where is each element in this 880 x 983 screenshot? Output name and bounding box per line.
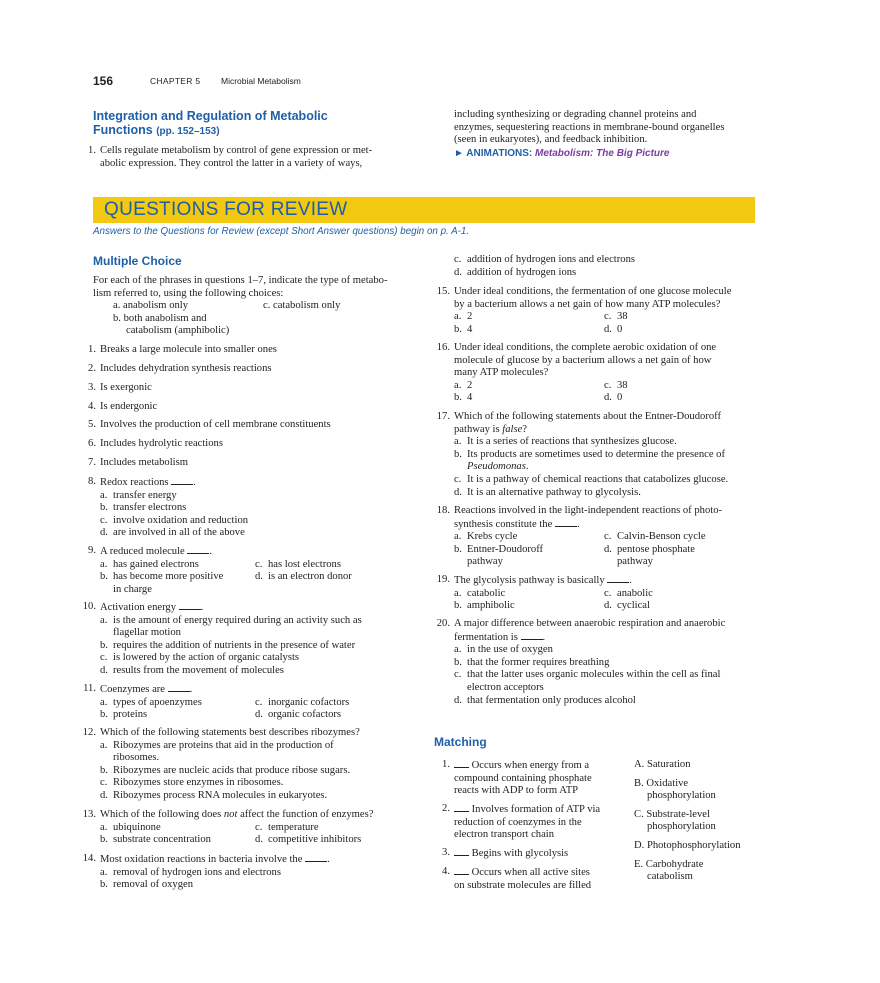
question-3: 3. Is exergonic xyxy=(88,382,152,393)
option-e: E. Carbohydrate catabolism xyxy=(634,858,704,883)
question-19: 19. The glycolysis pathway is basically . a. catabolic b. amphibolic c. anabolic d. cyclical xyxy=(436,574,653,612)
question-10: 10. Activation energy . a. is the amount of energy required during an activity such as flagellar motion b. requires the addition of nutrients in the presence of water c. is lowered by the action of organic catalysts d. results from the movement of molecules xyxy=(82,601,362,676)
summary-heading: Integration and Regulation of Metabolic Functions (pp. 152–153) xyxy=(93,109,328,137)
animations-link[interactable]: Metabolism: The Big Picture xyxy=(535,147,670,159)
option-b: B. Oxidative phosphorylation xyxy=(634,777,716,802)
matching-item-1: 1. Occurs when energy from a compound containing phosphate reacts with ADP to form ATP xyxy=(442,759,592,797)
summary-item: 1. Cells regulate metabolism by control of gene expression or met- abolic expression. They control the latter in a variety of ways, xyxy=(88,145,373,169)
matching-heading: Matching xyxy=(434,735,487,749)
question-2: 2. Includes dehydration synthesis reactions xyxy=(88,363,272,374)
page-number: 156 xyxy=(93,74,114,88)
question-20: 20. A major difference between anaerobic respiration and anaerobic fermentation is . a. in the use of oxygen b. that the former requires breathing c. that the latter uses organic molecules within the cell as final electron acceptors d. that fermentation only produces alcohol xyxy=(436,618,726,706)
question-7: 7. Includes metabolism xyxy=(88,457,188,468)
question-9: 9. A reduced molecule . a. has gained electrons b. has become more positive in charge c. has lost electrons d. is an electron donor xyxy=(88,545,352,595)
answers-note: Answers to the Questions for Review (except Short Answer questions) begin on p. A-1. xyxy=(93,226,470,237)
question-18: 18. Reactions involved in the light-independent reactions of photo- synthesis constitute the . a. Krebs cycle b. Entner-Doudoroff pathway c. Calvin-Benson cycle d. pentose phosphate pathway xyxy=(436,505,723,568)
question-13: 13. Which of the following does not affect the function of enzymes? a. ubiquinone b. substrate concentration c. temperature d. competitive inhibitors xyxy=(82,809,374,846)
mc-intro: For each of the phrases in questions 1–7, indicate the type of metabo- lism referred to, using the following choices: a. anabolism only b. both anabolism and catabolism (amphibolic) c. catabolism only xyxy=(93,275,388,337)
animations-label: ► ANIMATIONS: xyxy=(454,147,533,159)
question-1: 1. Breaks a large molecule into smaller ones xyxy=(88,344,277,355)
matching-options xyxy=(634,759,764,884)
option-a: A. Saturation xyxy=(634,759,691,770)
matching-item-4: 4. Occurs when all active sites on substrate molecules are filled xyxy=(442,866,592,891)
question-14: 14. Most oxidation reactions in bacteria involve the . a. removal of hydrogen ions and electrons b. removal of oxygen xyxy=(82,853,330,891)
question-15: 15. Under ideal conditions, the fermentation of one glucose molecule by a bacterium allows a net gain of how many ATP molecules? a. 2 b. 4 c. 38 d. 0 xyxy=(436,286,732,335)
question-4: 4. Is endergonic xyxy=(88,401,158,412)
question-17: 17. Which of the following statements about the Entner-Doudoroff pathway is false? a. It is a series of reactions that synthesizes glucose. b. Its products are sometimes used to determine the presence of Pseudomonas. c. It is a pathway of chemical reactions that catabolizes glucose. d. It is an alternative pathway to glycolysis. xyxy=(436,411,729,498)
question-8: 8. Redox reactions . a. transfer energy b. transfer electrons c. involve oxidation and reduction d. are involved in all of the above xyxy=(88,476,249,539)
option-d: D. Photophosphorylation xyxy=(634,839,741,851)
question-11: 11. Coenzymes are . a. types of apoenzymes b. proteins c. inorganic cofactors d. organic cofactors xyxy=(83,683,350,721)
matching-item-3: 3. Begins with glycolysis xyxy=(442,847,569,859)
option-c: C. Substrate-level phosphorylation xyxy=(634,808,716,833)
question-16: 16. Under ideal conditions, the complete aerobic oxidation of one molecule of glucose by a bacterium allows a net gain of how many ATP molecules? a. 2 b. 4 c. 38 d. 0 xyxy=(436,342,717,404)
chapter-title: Microbial Metabolism xyxy=(221,76,301,86)
question-14-continued: c. addition of hydrogen ions and electrons d. addition of hydrogen ions xyxy=(454,254,635,278)
question-6: 6. Includes hydrolytic reactions xyxy=(88,438,223,449)
banner-title: QUESTIONS FOR REVIEW xyxy=(104,199,348,220)
question-5: 5. Involves the production of cell membrane constituents xyxy=(88,419,331,430)
multiple-choice-heading: Multiple Choice xyxy=(93,254,182,268)
matching-item-2: 2. Involves formation of ATP via reduction of coenzymes in the electron transport chain xyxy=(442,803,601,841)
summary-continued: including synthesizing or degrading channel proteins and enzymes, sequestering reactions in membrane-bound organelles (seen in eukaryotes), and feedback inhibition. ► ANIMATIONS: Metabolism: The Big Picture xyxy=(454,109,725,159)
question-12: 12. Which of the following statements best describes ribozymes? a. Ribozymes are proteins that aid in the production of ribosomes. b. Ribozymes are nucleic acids that produce ribose sugars. c. Ribozymes store enzymes in ribosomes. d. Ribozymes process RNA molecules in eukaryotes. xyxy=(82,727,360,801)
chapter-label: CHAPTER 5 xyxy=(150,76,201,86)
